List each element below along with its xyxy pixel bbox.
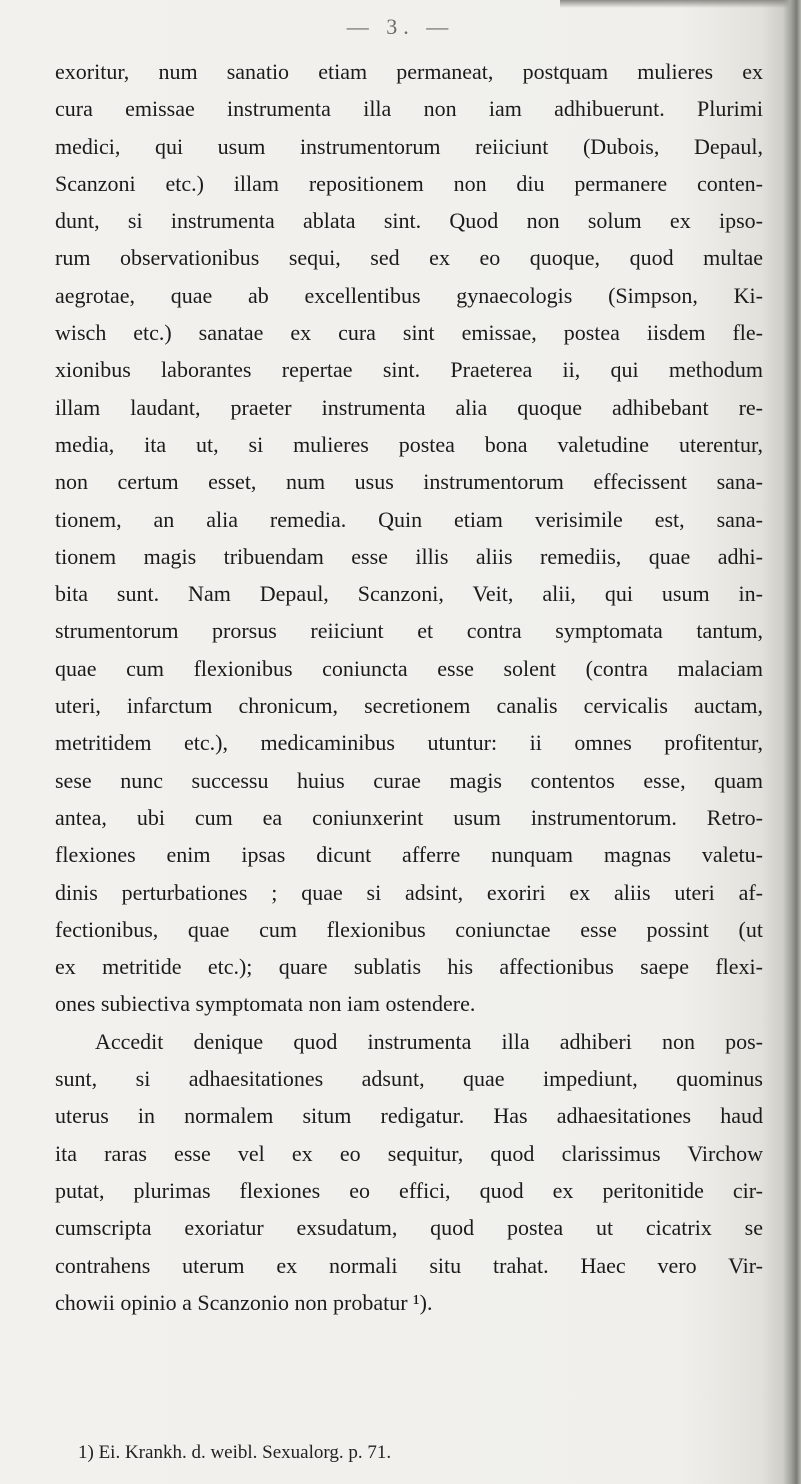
text-line: dunt, si instrumenta ablata sint. Quod non solum ex ipso- — [55, 208, 763, 234]
text-line: cumscripta exoriatur exsudatum, quod postea ut cicatrix se — [55, 1215, 763, 1241]
text-line: tionem, an alia remedia. Quin etiam verisimile est, sana- — [55, 506, 763, 532]
text-line: sunt, si adhaesitationes adsunt, quae impediunt, quominus — [55, 1066, 763, 1092]
page-number: — 3. — — [346, 14, 455, 39]
text-line: ita raras esse vel ex eo sequitur, quod clarissimus Virchow — [55, 1140, 763, 1166]
text-line: metritidem etc.), medicaminibus utuntur: ii omnes profitentur, — [55, 730, 763, 756]
text-line: illam laudant, praeter instrumenta alia quoque adhibebant re- — [55, 394, 763, 420]
text-line: sese nunc successu huius curae magis contentos esse, quam — [55, 767, 763, 793]
text-line: rum observationibus sequi, sed ex eo quoque, quod multae — [55, 245, 763, 271]
text-line: ones subiectiva symptomata non iam ostendere. — [55, 991, 476, 1017]
text-line: ex metritide etc.); quare sublatis his affectionibus saepe flexi- — [55, 954, 763, 980]
text-line: dinis perturbationes ; quae si adsint, exoriri ex aliis uteri af- — [55, 879, 763, 905]
text-line: tionem magis tribuendam esse illis aliis remediis, quae adhi- — [55, 543, 763, 569]
text-line: putat, plurimas flexiones eo effici, quod ex peritonitide cir- — [55, 1177, 763, 1203]
page-binding-edge — [783, 0, 801, 1484]
text-line: strumentorum prorsus reiiciunt et contra symptomata tantum, — [55, 618, 763, 644]
text-line: quae cum flexionibus coniuncta esse solent (contra malaciam — [55, 655, 763, 681]
text-line: medici, qui usum instrumentorum reiiciunt (Dubois, Depaul, — [55, 133, 763, 159]
text-line: wisch etc.) sanatae ex cura sint emissae, postea iisdem fle- — [55, 320, 763, 346]
text-line: non certum esset, num usus instrumentorum effecissent sana- — [55, 469, 763, 495]
text-line: contrahens uterum ex normali situ trahat. Haec vero Vir- — [55, 1252, 763, 1278]
text-line: bita sunt. Nam Depaul, Scanzoni, Veit, alii, qui usum in- — [55, 581, 763, 607]
text-line: fectionibus, quae cum flexionibus coniunctae esse possint (ut — [55, 916, 763, 942]
body-text — [55, 53, 763, 1321]
text-line: Accedit denique quod instrumenta illa adhiberi non pos- — [95, 1028, 763, 1054]
text-line: uteri, infarctum chronicum, secretionem canalis cervicalis auctam, — [55, 693, 763, 719]
text-line: cura emissae instrumenta illa non iam adhibuerunt. Plurimi — [55, 96, 763, 122]
footnote: 1) Ei. Krankh. d. weibl. Sexualorg. p. 71. — [78, 1442, 392, 1463]
text-line: antea, ubi cum ea coniunxerint usum instrumentorum. Retro- — [55, 804, 763, 830]
text-line: chowii opinio a Scanzonio non probatur ¹). — [55, 1289, 433, 1315]
text-line: flexiones enim ipsas dicunt afferre nunquam magnas valetu- — [55, 842, 763, 868]
text-line: media, ita ut, si mulieres postea bona valetudine uterentur, — [55, 431, 763, 457]
text-line: exoritur, num sanatio etiam permaneat, postquam mulieres ex — [55, 59, 763, 84]
text-line: aegrotae, quae ab excellentibus gynaecologis (Simpson, Ki- — [55, 282, 763, 308]
text-line: xionibus laborantes repertae sint. Praeterea ii, qui methodum — [55, 357, 763, 383]
text-line: uterus in normalem situm redigatur. Has adhaesitationes haud — [55, 1103, 763, 1129]
text-line: Scanzoni etc.) illam repositionem non diu permanere conten- — [55, 170, 763, 196]
scan-shadow — [560, 0, 801, 8]
